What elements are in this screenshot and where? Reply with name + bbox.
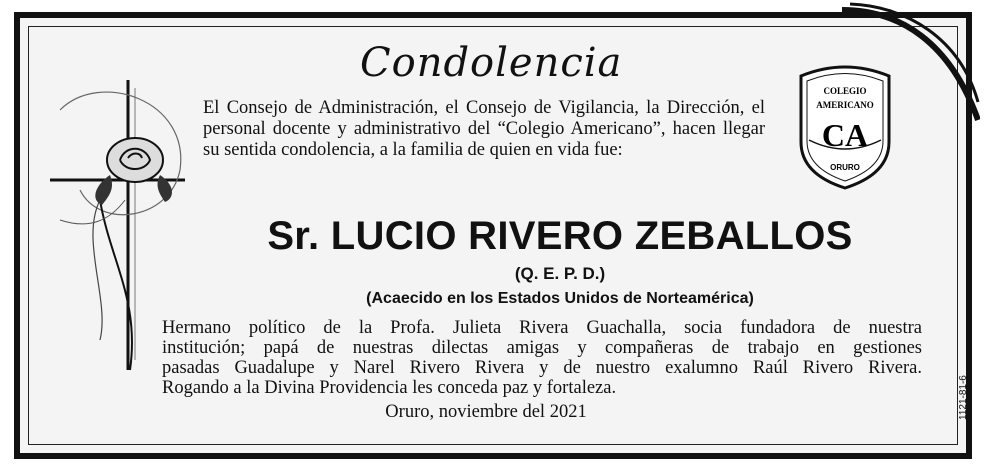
qepd-label: (Q. E. P. D.) xyxy=(514,264,606,283)
date-line: Oruro, noviembre del 2021 xyxy=(385,402,587,422)
crest-line2: AMERICANO xyxy=(816,100,874,110)
body-paragraph xyxy=(162,318,922,398)
deceased-name: Sr. LUCIO RIVERO ZEBALLOS xyxy=(267,214,853,258)
intro-paragraph: El Consejo de Administración, el Consejo de Vigilancia, la Dirección, el personal docente y administrativo del “Colegio Americano”, hacen llegar su sentida condolencia, a la familia de quien en vida fue: xyxy=(203,98,765,160)
colegio-americano-crest xyxy=(795,62,895,197)
crest-monogram: CA xyxy=(821,117,869,153)
body-line: Hermano político de la Profa. Julieta Rivera Guachalla, socia fundadora de nuestra xyxy=(162,318,922,338)
body-line: institución; papá de nuestras dilectas amigas y compañeras de trabajo en gestiones xyxy=(162,338,922,358)
deceased-place: (Acaecido en los Estados Unidos de Norteamérica) xyxy=(366,290,754,307)
page-title: Condolencia xyxy=(360,40,623,86)
body-line: pasadas Guadalupe y Narel Rivero Rivera y de nuestro exalumno Raúl Rivero Rivera. xyxy=(162,358,922,378)
publication-code: 1121-81-6 xyxy=(958,375,969,420)
crest-city: ORURO xyxy=(830,163,860,172)
crest-line1: COLEGIO xyxy=(823,86,867,96)
body-line: Rogando a la Divina Providencia les conceda paz y fortaleza. xyxy=(162,378,617,398)
